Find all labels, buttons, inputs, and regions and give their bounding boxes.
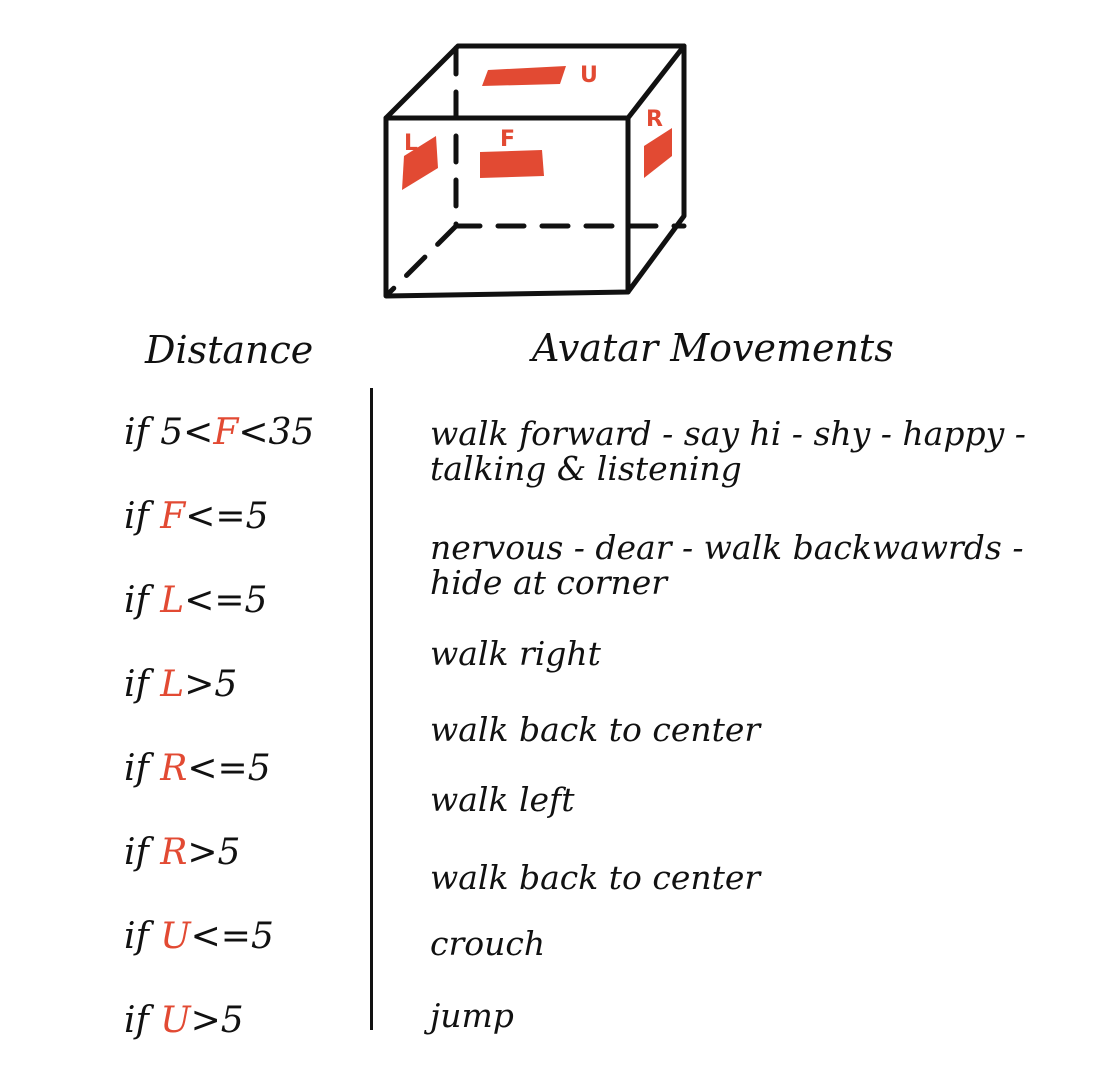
column-divider <box>370 388 373 1030</box>
label-up: U <box>580 63 598 88</box>
movement-line: walk back to center <box>430 858 761 897</box>
movement-entry <box>430 636 601 671</box>
movement-line: walk forward - say hi - shy - happy - <box>430 414 1026 453</box>
movement-line: hide at corner <box>430 563 668 602</box>
condition-row: if U>5 <box>124 1000 244 1041</box>
sensor-cube-diagram <box>0 0 1115 330</box>
sensor-front-patch <box>480 150 544 178</box>
movement-line: walk right <box>430 634 601 673</box>
condition-row: if F<=5 <box>124 496 269 537</box>
condition-row: if L>5 <box>124 664 238 705</box>
movement-entry <box>430 712 760 747</box>
condition-row: if 5<F<35 <box>124 412 315 453</box>
movement-line: walk back to center <box>430 710 761 749</box>
label-right: R <box>646 107 663 132</box>
distance-header: Distance <box>145 328 314 372</box>
label-front: F <box>500 127 516 152</box>
movement-line: walk left <box>430 780 575 819</box>
movement-line: crouch <box>430 924 546 963</box>
movement-entry <box>430 860 760 895</box>
movement-entry <box>430 998 514 1033</box>
movement-line: nervous - dear - walk backwawrds - <box>430 528 1024 567</box>
movement-entry <box>430 416 1026 486</box>
condition-row: if R<=5 <box>124 748 271 789</box>
sensor-right-patch <box>644 128 672 178</box>
movements-header: Avatar Movements <box>532 326 894 370</box>
condition-row: if R>5 <box>124 832 241 873</box>
movement-entry <box>430 926 545 961</box>
movement-line: talking & listening <box>430 449 742 488</box>
movement-entry <box>430 530 1024 600</box>
condition-row: if U<=5 <box>124 916 274 957</box>
label-left: L <box>404 131 419 156</box>
condition-row: if L<=5 <box>124 580 268 621</box>
sensor-up-patch <box>482 66 566 86</box>
movement-line: jump <box>430 996 514 1035</box>
movement-entry <box>430 782 575 817</box>
